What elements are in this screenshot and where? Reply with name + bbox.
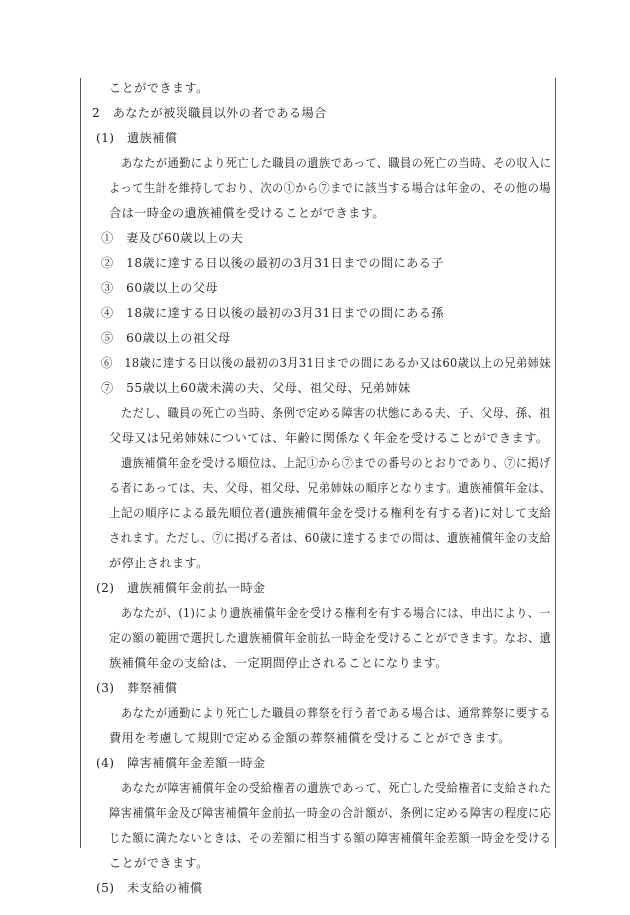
text-line: あなたが、(1)により遺族補償年金を受ける権利を有する場合には、申出により、一 bbox=[121, 606, 551, 620]
text-line: じた額に満たないときは、その差額に相当する額の障害補償年金差額一時金を受ける bbox=[109, 831, 552, 845]
list-item: ④ 18歳に達する日以後の最初の3月31日までの間にある孫 bbox=[101, 306, 444, 320]
text-line: が停止されます。 bbox=[109, 556, 209, 570]
text-line: あなたが障害補償年金の受給権者の遺族であって、死亡した受給権者に支給された bbox=[121, 781, 552, 795]
text-line: 族補償年金の支給は、一定期間停止されることになります。 bbox=[109, 656, 448, 670]
text-line: されます。ただし、⑦に掲げる者は、60歳に達するまでの間は、遺族補償年金の支給 bbox=[109, 531, 552, 545]
text-line: 障害補償年金及び障害補償年金前払一時金の合計額が、条例に定める障害の程度に応 bbox=[109, 806, 552, 820]
text-line: ただし、職員の死亡の当時、条例で定める障害の状態にある夫、子、父母、孫、祖 bbox=[121, 406, 551, 420]
list-item: ⑤ 60歳以上の祖父母 bbox=[101, 331, 231, 345]
text-line: 費用を考慮して規則で定める金額の葬祭補償を受けることができます。 bbox=[109, 731, 511, 745]
text-line: る者にあっては、夫、父母、祖父母、兄弟姉妹の順序となります。遺族補償年金は、 bbox=[109, 481, 552, 495]
list-item: ③ 60歳以上の父母 bbox=[101, 281, 219, 295]
text-line: あなたが通勤により死亡した職員の葬祭を行う者である場合は、通常葬祭に要する bbox=[121, 706, 551, 720]
list-item: ⑦ 55歳以上60歳未満の夫、父母、祖父母、兄弟姉妹 bbox=[101, 381, 411, 395]
subsection-heading: (4) 障害補償年金差額一時金 bbox=[96, 756, 266, 770]
text-line: ことができます。 bbox=[109, 856, 209, 870]
list-item: ① 妻及び60歳以上の夫 bbox=[101, 231, 244, 245]
text-line: 遺族補償年金を受ける順位は、上記①から⑦までの番号のとおりであり、⑦に掲げ bbox=[121, 456, 551, 470]
text-line: 父母又は兄弟姉妹については、年齢に関係なく年金を受けることができます。 bbox=[109, 431, 549, 445]
subsection-heading: (3) 葬祭補償 bbox=[96, 681, 178, 695]
text-line: ことができます。 bbox=[109, 81, 209, 95]
text-line: 上記の順序による最先順位者(遺族補償年金を受ける権利を有する者)に対して支給 bbox=[109, 506, 552, 520]
subsection-heading: (1) 遺族補償 bbox=[96, 131, 178, 145]
text-line: 定の額の範囲で選択した遺族補償年金前払一時金を受けることができます。なお、遺 bbox=[109, 631, 552, 645]
text-line: あなたが通勤により死亡した職員の遺族であって、職員の死亡の当時、その収入に bbox=[121, 156, 552, 170]
subsection-heading: (5) 未支給の補償 bbox=[96, 881, 203, 895]
text-line: 合は一時金の遺族補償を受けることができます。 bbox=[109, 206, 385, 220]
subsection-heading: (2) 遺族補償年金前払一時金 bbox=[96, 581, 266, 595]
section-heading: 2 あなたが被災職員以外の者である場合 bbox=[92, 106, 327, 120]
list-item: ⑥ 18歳に達する日以後の最初の3月31日までの間にあるか又は60歳以上の兄弟姉妹 bbox=[101, 356, 552, 370]
list-item: ② 18歳に達する日以後の最初の3月31日までの間にある子 bbox=[101, 256, 444, 270]
text-line: よって生計を維持しており、次の①から⑦までに該当する場合は年金の、その他の場 bbox=[109, 181, 551, 195]
